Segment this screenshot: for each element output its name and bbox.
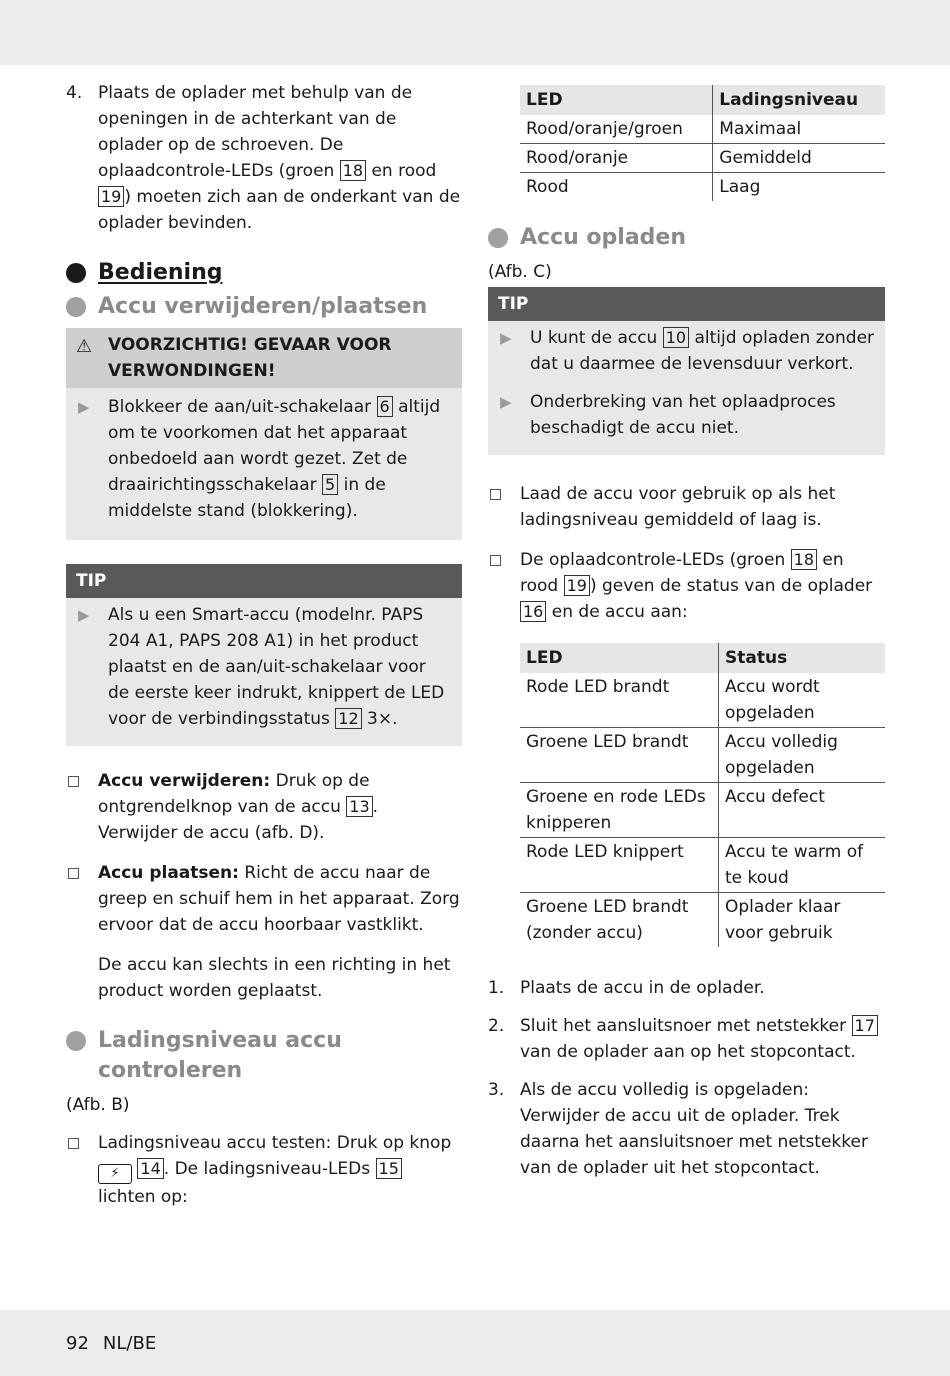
table-row: Groene LED brandt Accu volledig opgeladen <box>520 728 885 783</box>
charge-note-item: Laad de accu voor gebruik op als het ladingsniveau gemiddeld of laag is. <box>488 481 885 533</box>
step-1: 1. Plaats de accu in de oplader. <box>488 975 885 1001</box>
warning-header: ⚠ VOORZICHTIG! GEVAAR VOOR VERWONDINGEN! <box>66 328 462 388</box>
step-3: 3. Als de accu volledig is opgeladen: Verwijder de accu uit de oplader. Trek daarna het aansluitsnoer met netstekker van de oplader uit het stopcontact. <box>488 1077 885 1181</box>
left-column <box>66 80 462 1224</box>
top-band <box>0 0 950 65</box>
ref-box: 12 <box>335 708 361 729</box>
ref-box: 18 <box>791 549 817 570</box>
arrow-right-icon: ▶ <box>500 329 512 347</box>
ref-box: 19 <box>98 186 124 207</box>
tip-item: ▶ Onderbreking van het oplaadproces beschadigt de accu niet. <box>498 389 875 441</box>
tip-box <box>488 287 885 455</box>
ref-box: 17 <box>852 1015 878 1036</box>
table-header: LED <box>520 643 719 673</box>
tip-box <box>66 564 462 746</box>
table-header: Status <box>719 643 886 673</box>
ref-box: 15 <box>376 1158 402 1179</box>
warning-box <box>66 328 462 540</box>
figure-reference: (Afb. C) <box>488 262 552 282</box>
tip-item: ▶ U kunt de accu 10 altijd opladen zonder dat u daarmee de levensduur verkort. <box>498 325 875 377</box>
ref-box: 19 <box>564 575 590 596</box>
table-row: Rode LED knippert Accu te warm of te koud <box>520 838 885 893</box>
figure-reference: (Afb. B) <box>66 1095 130 1115</box>
ref-box: 5 <box>322 474 338 495</box>
ref-box: 14 <box>137 1158 163 1179</box>
insert-item: Accu plaatsen: Richt de accu naar de greep en schuif hem in het apparaat. Zorg ervoor dat de accu hoorbaar vastklikt. <box>66 860 462 938</box>
locale-label: NL/BE <box>102 1333 157 1354</box>
table-row: Rood Laag <box>520 173 885 202</box>
arrow-right-icon: ▶ <box>78 398 90 416</box>
tip-header: TIP <box>488 287 885 321</box>
ref-box: 16 <box>520 601 546 622</box>
checkbox-square-icon <box>68 776 79 787</box>
step-number: 1. <box>488 978 505 998</box>
tip-item: ▶ Als u een Smart-accu (modelnr. PAPS 204 A1, PAPS 208 A1) in het product plaatst en de aan/uit-schakelaar voor de eerste keer indrukt, knippert de LED voor de verbindingsstatus 12 3×. <box>76 602 452 732</box>
tip-header: TIP <box>66 564 462 598</box>
step-number: 3. <box>488 1080 505 1100</box>
table-row: Groene LED brandt (zonder accu) Oplader klaar voor gebruik <box>520 893 885 948</box>
table-header: LED <box>520 85 713 115</box>
charge-level-table <box>520 85 885 201</box>
right-column <box>488 80 885 1193</box>
ref-box: 10 <box>663 327 689 348</box>
checkbox-square-icon <box>68 868 79 879</box>
table-row: Rood/oranje/groen Maximaal <box>520 115 885 144</box>
page-footer <box>66 1331 170 1357</box>
status-note-item: De oplaadcontrole-LEDs (groen 18 en rood 19 ) geven de status van de oplader 16 en de accu aan: <box>488 547 885 625</box>
arrow-right-icon: ▶ <box>500 393 512 411</box>
page-number: 92 <box>66 1333 89 1354</box>
ref-box: 6 <box>377 396 393 417</box>
step-number: 2. <box>488 1016 505 1036</box>
insert-note: De accu kan slechts in een richting in het product worden geplaatst. <box>98 955 451 1001</box>
table-row: Groene en rode LEDs knipperen Accu defect <box>520 783 885 838</box>
step-4: 4. Plaats de oplader met behulp van de openingen in de achterkant van de oplader op de schroeven. De oplaadcontrole-LEDs (groen 18 en rood 19 ) moeten zich aan de onderkant van de oplader bevinden. <box>66 80 462 236</box>
ref-box: 18 <box>340 160 366 181</box>
table-header: Ladingsniveau <box>713 85 885 115</box>
warning-item: ▶ Blokkeer de aan/uit-schakelaar 6 altijd om te voorkomen dat het apparaat onbedoeld aan wordt gezet. Zet de draairichtingsschakelaar 5 in de middelste stand (blokkering). <box>76 394 452 524</box>
test-item: Ladingsniveau accu testen: Druk op knop ⚡ 14 . De ladingsniveau-LEDs 15 lichten op: <box>66 1130 462 1210</box>
checkbox-square-icon <box>490 489 501 500</box>
bullet-icon <box>488 228 508 248</box>
remove-item: Accu verwijderen: Druk op de ontgrendelknop van de accu 13 . Verwijder de accu (afb. D). <box>66 768 462 846</box>
charger-status-table <box>520 643 885 947</box>
bullet-icon <box>66 297 86 317</box>
table-row: Rood/oranje Gemiddeld <box>520 144 885 173</box>
step-2: 2. Sluit het aansluitsnoer met netstekker 17 van de oplader aan op het stopcontact. <box>488 1013 885 1065</box>
table-row: Rode LED brandt Accu wordt opgeladen <box>520 673 885 728</box>
bullet-icon <box>66 1031 86 1051</box>
checkbox-square-icon <box>490 555 501 566</box>
heading-accu-verwijderen-plaatsen: Accu verwijderen/plaatsen <box>66 292 462 322</box>
battery-button-icon: ⚡ <box>98 1164 132 1184</box>
warning-icon: ⚠ <box>76 336 93 357</box>
heading-ladingsniveau: Ladingsniveau accu controleren <box>66 1026 462 1086</box>
checkbox-square-icon <box>68 1138 79 1149</box>
step-number: 4. <box>66 83 83 103</box>
arrow-right-icon: ▶ <box>78 606 90 624</box>
ref-box: 13 <box>346 796 372 817</box>
bullet-icon <box>66 263 86 283</box>
heading-accu-opladen: Accu opladen <box>488 223 885 253</box>
heading-bediening: Bediening <box>66 258 462 288</box>
